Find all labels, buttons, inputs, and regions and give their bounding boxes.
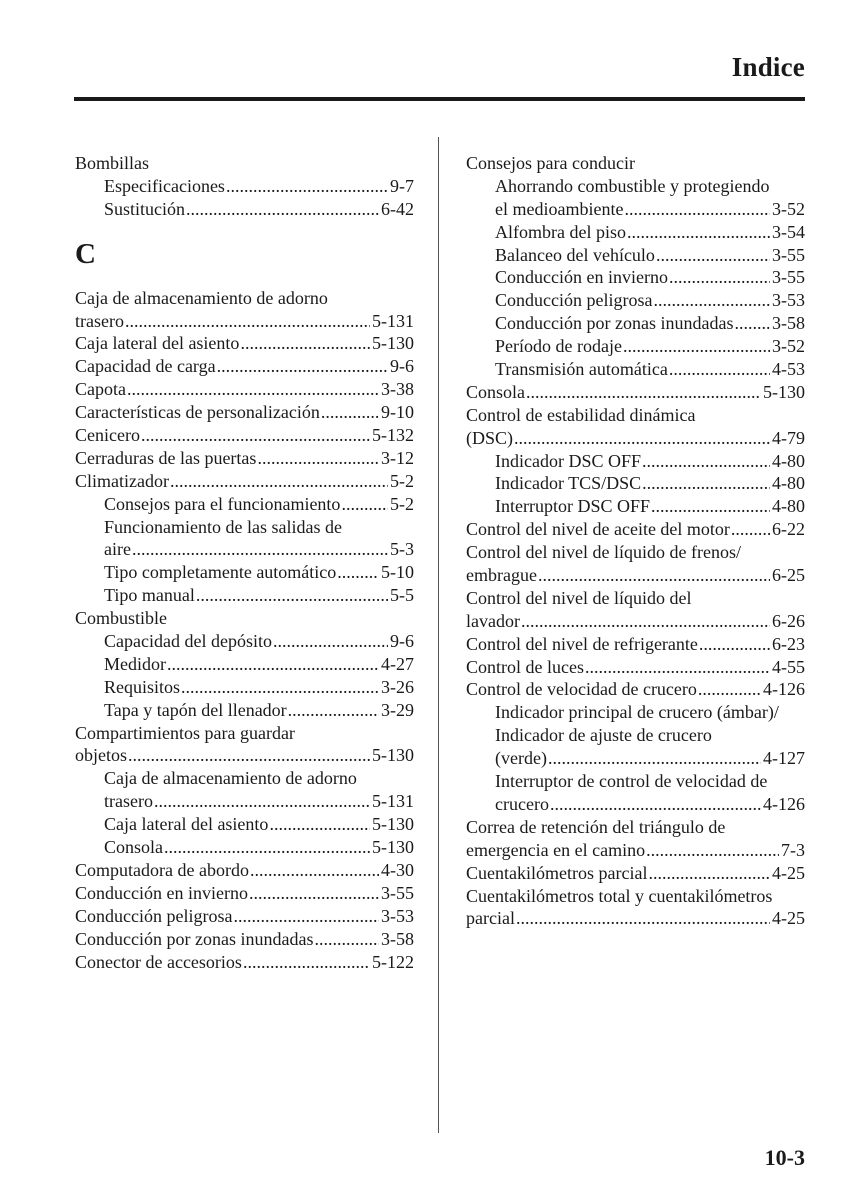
index-entry [75,928,414,951]
entry-term: Control del nivel de líquido de frenos/ [466,542,741,563]
entry-page-ref: 5-2 [390,493,414,514]
dot-leader [550,793,761,816]
dot-leader [257,447,379,470]
column-divider [438,137,439,1133]
entry-term: Tipo completamente automático [104,562,337,583]
index-subentry [75,493,414,516]
dot-leader [624,198,770,221]
dot-leader [627,221,770,244]
entry-term: Caja lateral del asiento [104,814,269,835]
entry-page-ref: 5-122 [372,951,414,972]
entry-term: aire [104,539,131,560]
entry-term: Alfombra del piso [495,221,626,242]
entry-term: Caja de almacenamiento de adorno [75,287,328,308]
index-subentry [466,701,805,724]
index-subentry [466,495,805,518]
dot-leader [186,198,379,221]
entry-term: Balanceo del vehículo [495,244,655,265]
entry-term: Control de luces [466,656,584,677]
entry-term: crucero [495,793,549,814]
entry-term: trasero [75,310,124,331]
entry-term: Caja lateral del asiento [75,333,240,354]
dot-leader [699,633,770,656]
entry-page-ref: 5-131 [372,791,414,812]
dot-leader [516,907,770,930]
dot-leader [314,928,379,951]
dot-leader [669,266,770,289]
entry-page-ref: 4-126 [763,793,805,814]
entry-term: Capacidad de carga [75,356,216,377]
entry-page-ref: 3-38 [381,379,414,400]
dot-leader [646,839,779,862]
entry-term: Computadora de abordo [75,859,249,880]
index-entry [75,905,414,928]
dot-leader [651,495,770,518]
index-entry [75,287,414,310]
dot-leader [125,310,370,333]
dot-leader [250,859,379,882]
entry-page-ref: 3-53 [381,905,414,926]
page-number: 10-3 [764,1145,805,1170]
index-subentry [75,516,414,539]
entry-page-ref: 4-53 [772,359,805,380]
dot-leader [341,493,388,516]
entry-page-ref: 4-25 [772,862,805,883]
dot-leader [734,312,770,335]
index-entry [75,882,414,905]
entry-page-ref: 4-80 [772,473,805,494]
dot-leader [623,335,770,358]
dot-leader [648,862,770,885]
entry-term: Control del nivel de líquido del [466,587,692,608]
entry-term: Conducción por zonas inundadas [495,313,734,334]
index-subentry [466,175,805,198]
index-entry [466,610,805,633]
entry-term: Cenicero [75,425,140,446]
entry-page-ref: 5-2 [390,470,414,491]
dot-leader [127,378,379,401]
dot-leader [240,332,370,355]
index-column-right [466,152,805,930]
index-entry [466,839,805,862]
entry-page-ref: 5-3 [390,539,414,560]
index-subentry [466,266,805,289]
entry-term: Control del nivel de aceite del motor [466,519,730,540]
entry-term: Características de personalización [75,402,320,423]
index-subentry [75,699,414,722]
entry-term: Conducción por zonas inundadas [75,928,314,949]
entry-page-ref: 4-79 [772,427,805,448]
entry-page-ref: 6-42 [381,198,414,219]
index-entry [75,447,414,470]
entry-term: Combustible [75,608,168,629]
index-entry [466,816,805,839]
entry-term: Funcionamiento de las salidas de [104,516,342,537]
index-subentry [466,312,805,335]
dot-leader [243,951,370,974]
entry-page-ref: 3-12 [381,447,414,468]
entry-term: Interruptor de control de velocidad de [495,771,768,792]
entry-term: el medioambiente [495,198,624,219]
entry-page-ref: 3-52 [772,336,805,357]
dot-leader [288,699,379,722]
index-subentry [75,767,414,790]
index-entry [75,310,414,333]
index-entry [466,404,805,427]
dot-leader [642,472,770,495]
entry-page-ref: 5-131 [372,310,414,331]
entry-term: Medidor [104,653,166,674]
index-subentry [75,790,414,813]
index-entry [75,152,414,175]
entry-page-ref: 5-10 [381,562,414,583]
index-entry [466,907,805,930]
entry-page-ref: 5-130 [372,745,414,766]
entry-page-ref: 4-27 [381,653,414,674]
entry-term: Bombillas [75,153,150,173]
entry-term: Conector de accesorios [75,951,242,972]
entry-term: Control de estabilidad dinámica [466,404,696,425]
dot-leader [269,813,370,836]
index-entry [466,427,805,450]
dot-leader [249,882,379,905]
index-entry [466,656,805,679]
entry-page-ref: 5-130 [372,814,414,835]
entry-page-ref: 6-23 [772,633,805,654]
entry-page-ref: 4-80 [772,450,805,471]
index-subentry [75,584,414,607]
index-entry [466,541,805,564]
index-entry [75,401,414,424]
dot-leader [196,584,388,607]
entry-term: Conducción peligrosa [495,290,653,311]
entry-term: Correa de retención del triángulo de [466,816,726,837]
index-entry [75,424,414,447]
index-entry [466,152,805,175]
dot-leader [337,561,379,584]
index-entry [466,564,805,587]
index-subentry [75,561,414,584]
index-subentry [466,244,805,267]
entry-term: Período de rodaje [495,336,622,357]
entry-page-ref: 5-130 [372,837,414,858]
entry-term: Requisitos [104,676,181,697]
entry-term: trasero [104,791,153,812]
entry-term: Capacidad del depósito [104,631,272,652]
index-subentry [75,538,414,561]
dot-leader [226,175,388,198]
index-entry [75,722,414,745]
entry-page-ref: 3-53 [772,290,805,311]
dot-leader [731,518,770,541]
entry-term: Indicador TCS/DSC [495,473,642,494]
entry-page-ref: 3-58 [772,313,805,334]
index-subentry [466,747,805,770]
entry-term: Cuentakilómetros total y cuentakilómetros [466,885,773,906]
index-subentry [466,358,805,381]
entry-term: emergencia en el camino [466,839,646,860]
entry-term: Conducción peligrosa [75,905,233,926]
index-entry [466,381,805,404]
index-subentry [466,198,805,221]
dot-leader [642,450,770,473]
index-subentry [75,175,414,198]
entry-term: Compartimientos para guardar [75,722,295,743]
dot-leader [656,244,770,267]
index-subentry [466,724,805,747]
index-entry [75,951,414,974]
entry-term: Tipo manual [104,585,195,606]
dot-leader [164,836,370,859]
index-entry [75,378,414,401]
entry-term: Consola [466,381,526,402]
index-entry [75,355,414,378]
entry-page-ref: 3-55 [381,882,414,903]
entry-page-ref: 7-3 [781,839,805,860]
entry-term: Sustitución [104,198,186,219]
entry-term: parcial [466,908,515,929]
entry-term: Control de velocidad de crucero [466,679,697,700]
index-entry [75,859,414,882]
dot-leader [698,678,761,701]
entry-page-ref: 5-132 [372,425,414,446]
entry-term: lavador [466,610,520,631]
dot-leader [521,610,770,633]
entry-page-ref: 9-6 [390,356,414,377]
index-subentry [466,770,805,793]
dot-leader [233,905,379,928]
entry-page-ref: 4-126 [763,679,805,700]
entry-term: Conducción en invierno [75,882,248,903]
dot-leader [167,653,379,676]
entry-page-ref: 3-52 [772,198,805,219]
entry-page-ref: 9-10 [381,402,414,423]
entry-term: Tapa y tapón del llenador [104,699,287,720]
entry-term: Consola [104,837,164,858]
index-subentry [466,289,805,312]
index-subentry [75,813,414,836]
dot-leader [128,744,370,767]
entry-page-ref: 3-55 [772,267,805,288]
index-subentry [75,836,414,859]
index-subentry [466,221,805,244]
entry-page-ref: 9-6 [390,631,414,652]
entry-term: Ahorrando combustible y protegiendo [495,175,770,196]
entry-page-ref: 4-127 [763,748,805,769]
dot-leader [132,538,388,561]
index-entry [466,862,805,885]
dot-leader [548,747,761,770]
entry-page-ref: 5-130 [372,333,414,354]
entry-term: Indicador principal de crucero (ámbar)/ [495,702,779,723]
index-subentry [75,653,414,676]
dot-leader [181,676,379,699]
index-entry [466,587,805,610]
index-column-left [75,152,414,973]
index-entry [75,607,414,630]
entry-term: Climatizador [75,470,169,491]
entry-page-ref: 4-55 [772,656,805,677]
dot-leader [273,630,388,653]
dot-leader [514,427,770,450]
index-entry [466,518,805,541]
entry-page-ref: 4-80 [772,496,805,517]
entry-page-ref: 3-58 [381,928,414,949]
entry-page-ref: 6-25 [772,565,805,586]
entry-page-ref: 5-5 [390,585,414,606]
dot-leader [526,381,761,404]
entry-term: Cuentakilómetros parcial [466,862,648,883]
entry-term: Indicador de ajuste de crucero [495,725,712,746]
index-entry [466,885,805,908]
index-subentry [75,630,414,653]
entry-term: Capota [75,379,126,400]
page-title: Indice [731,52,805,82]
entry-page-ref: 3-54 [772,221,805,242]
index-subentry [466,793,805,816]
entry-term: embrague [466,565,537,586]
entry-term: (verde) [495,748,547,769]
entry-term: Especificaciones [104,175,225,196]
dot-leader [170,470,388,493]
index-subentry [75,198,414,221]
entry-page-ref: 3-29 [381,699,414,720]
dot-leader [653,289,770,312]
entry-term: Conducción en invierno [495,267,668,288]
entry-page-ref: 3-26 [381,676,414,697]
entry-term: Indicador DSC OFF [495,450,642,471]
entry-term: Interruptor DSC OFF [495,496,651,517]
index-entry [466,678,805,701]
index-subentry [75,676,414,699]
index-entry [75,332,414,355]
entry-page-ref: 5-130 [763,381,805,402]
entry-term: Consejos para conducir [466,153,635,173]
entry-page-ref: 6-22 [772,519,805,540]
entry-term: Transmisión automática [495,359,668,380]
entry-page-ref: 3-55 [772,244,805,265]
header-rule [74,97,805,101]
entry-term: objetos [75,745,127,766]
section-letter: C [75,237,96,270]
entry-term: Caja de almacenamiento de adorno [104,768,357,789]
entry-term: (DSC) [466,427,514,448]
dot-leader [538,564,770,587]
entry-page-ref: 9-7 [390,175,414,196]
entry-page-ref: 4-30 [381,859,414,880]
dot-leader [154,790,370,813]
index-subentry [466,335,805,358]
index-entry [466,633,805,656]
entry-term: Control del nivel de refrigerante [466,633,698,654]
index-entry [75,744,414,767]
dot-leader [321,401,379,424]
entry-term: Consejos para el funcionamiento [104,493,341,514]
dot-leader [669,358,770,381]
index-subentry [466,450,805,473]
entry-page-ref: 4-25 [772,908,805,929]
entry-term: Cerraduras de las puertas [75,447,257,468]
index-entry [75,470,414,493]
index-subentry [466,472,805,495]
dot-leader [585,656,770,679]
dot-leader [217,355,388,378]
dot-leader [141,424,370,447]
entry-page-ref: 6-26 [772,610,805,631]
